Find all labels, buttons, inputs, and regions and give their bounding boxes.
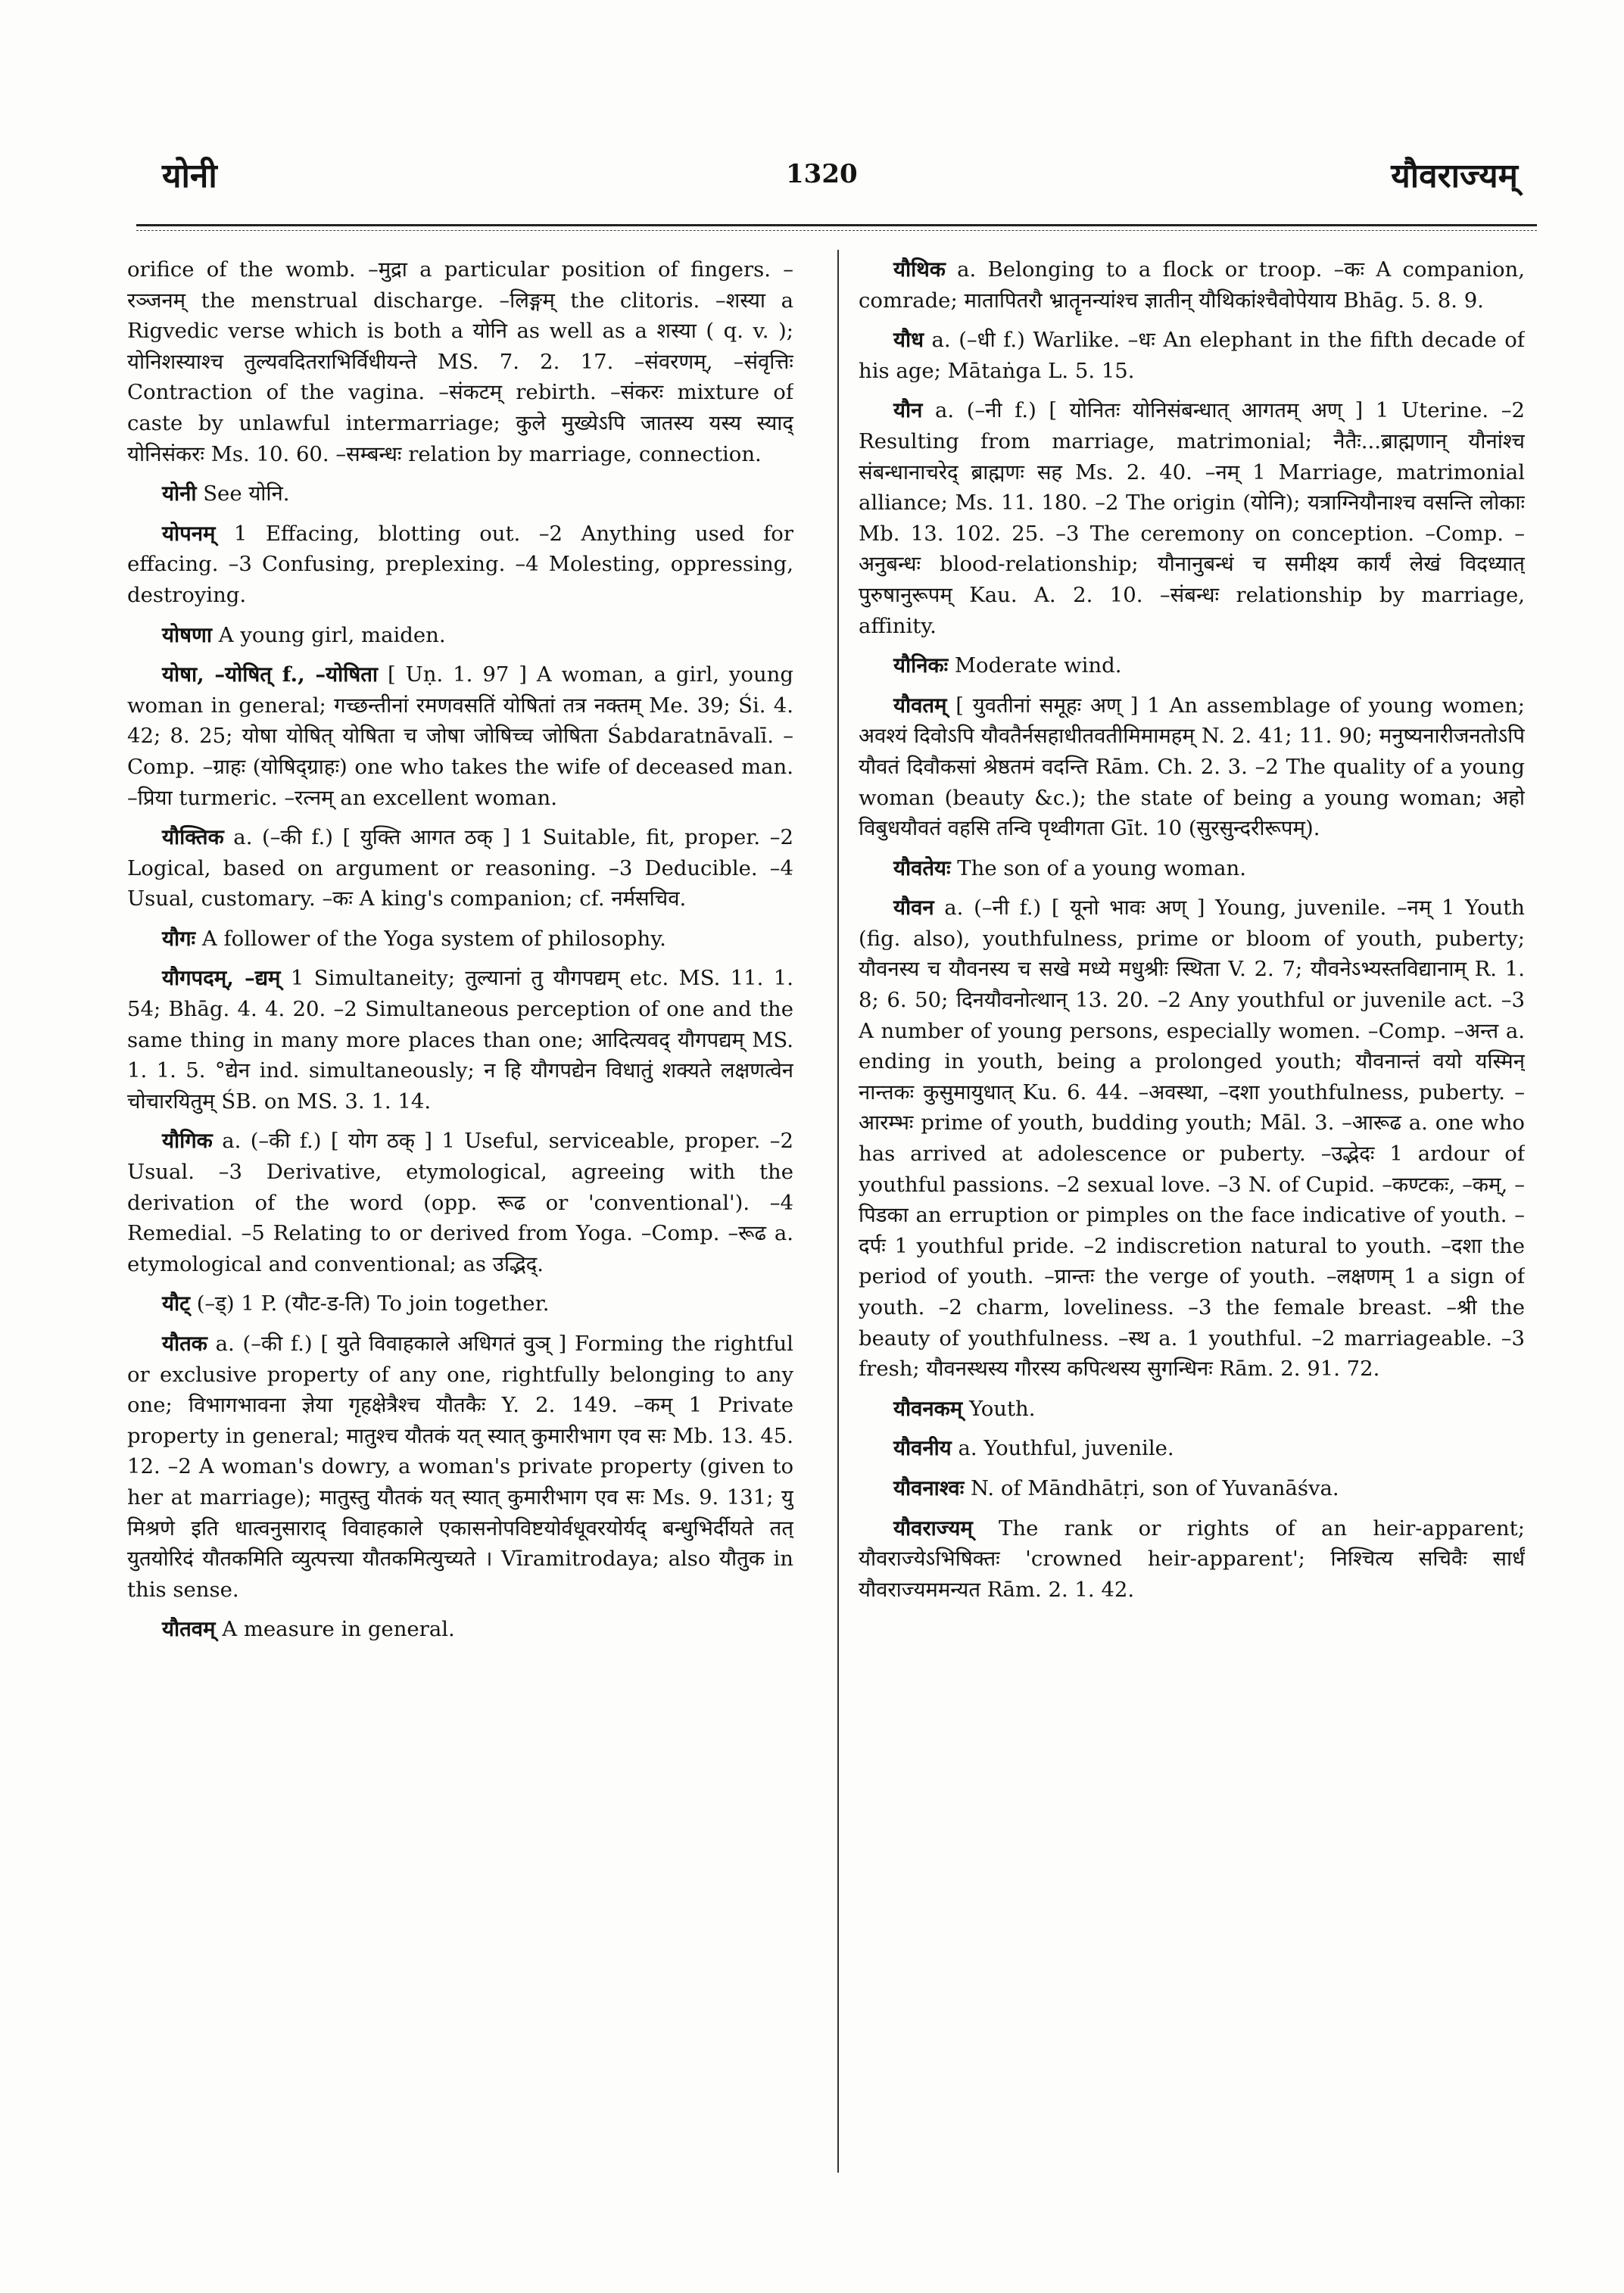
entry-headword: यौक्तिक (162, 825, 224, 850)
right-column (859, 254, 1525, 2192)
entry-definition: The son of a young woman. (957, 855, 1246, 880)
dictionary-entry (127, 963, 793, 1117)
entry-definition: Moderate wind. (954, 653, 1122, 678)
entry-definition: orifice of the womb. –मुद्रा a particular position of fingers. –रञ्जनम् the menstrual discharge. –लिङ्गम् the clitoris. –शस्या a Rigvedic verse which is both a योनि as well as a शस्या ( q. v. ); योनिशस्याश्च तुल्यवदितराभिर्विधीयन्ते MS. 7. 2. 17. –संवरणम्, –संवृत्तिः Contraction of the vagina. –संकटम् rebirth. –संकरः mixture of caste by unlawful intermarriage; कुले मुख्येऽपि जातस्य यस्य स्याद् योनिसंकरः Ms. 10. 60. –सम्बन्धः relation by marriage, connection. (127, 257, 793, 466)
header-rule (136, 224, 1537, 226)
entry-headword: यौन (893, 398, 923, 423)
entry-headword: यौवनाश्वः (893, 1475, 965, 1500)
entry-headword: यौनिकः (893, 653, 949, 678)
column-divider (837, 250, 839, 2173)
dictionary-entry (859, 1473, 1525, 1504)
entry-headword: यौवतम् (893, 693, 947, 718)
entry-headword: यौवनीय (893, 1436, 952, 1461)
entry-definition: The rank or rights of an heir-apparent; यौवराज्येऽभिषिक्तः 'crowned heir-apparent'; निश्चित्य सचिवैः सार्धं यौवराज्यममन्यत Rām. 2. 1. 42. (859, 1516, 1525, 1602)
entry-definition: a. Youthful, juvenile. (958, 1436, 1174, 1461)
dictionary-entry (859, 395, 1525, 641)
entry-headword: यौतक (162, 1332, 207, 1356)
entry-definition: N. of Māndhātṛi, son of Yuvanāśva. (971, 1475, 1339, 1500)
entry-headword: यौवन (893, 896, 934, 921)
dictionary-entry (859, 853, 1525, 884)
entry-headword: यौगिक (162, 1129, 213, 1154)
entry-definition: a. (–की f.) [ युक्ति आगत ठक् ] 1 Suitable, fit, proper. –2 Logical, based on argument or reasoning. –3 Deducible. –4 Usual, customary. –कः A king's companion; cf. नर्मसचिव. (127, 825, 793, 911)
dictionary-entry (859, 1433, 1525, 1464)
dictionary-entry (127, 822, 793, 914)
dictionary-entry (859, 254, 1525, 316)
entry-headword: यौतवम् (162, 1617, 216, 1642)
dictionary-entry (859, 650, 1525, 681)
entry-definition: a. (–की f.) [ योग ठक् ] 1 Useful, serviceable, proper. –2 Usual. –3 Derivative, etymological, agreeing with the derivation of the word (opp. रूढ or 'conventional'). –4 Remedial. –5 Relating to or derived from Yoga. –Comp. –रूढ a. etymological and conventional; as उद्भिद्. (127, 1129, 793, 1276)
entry-headword: योषणा (162, 622, 212, 647)
dictionary-entry (859, 690, 1525, 844)
entry-definition: [ युवतीनां समूहः अण् ] 1 An assemblage of young women; अवश्यं दिवोऽपि यौवतैर्नसहाधीतवतीमिमामहम् N. 2. 41; 11. 90; मनुष्यनारीजनतोऽपि यौवतं दिवौकसां श्रेष्ठतमं वदन्ति Rām. Ch. 2. 3. –2 The quality of a young woman (beauty &c.); the state of being a young woman; अहो विबुधयौवतं वहसि तन्वि पृथ्वीगता Gīt. 10 (सुरसुन्दरीरूपम्). (859, 693, 1525, 841)
entry-headword: यौट् (162, 1291, 190, 1316)
right-running-headword: यौवराज्यम् (1391, 157, 1518, 195)
dictionary-entry (859, 325, 1525, 386)
entry-definition: A young girl, maiden. (218, 622, 446, 647)
dictionary-entry (127, 519, 793, 611)
dictionary-entry (859, 1513, 1525, 1606)
dictionary-entry (127, 1614, 793, 1645)
left-column (127, 254, 793, 2192)
page-number: 1320 (786, 159, 858, 189)
entry-definition: a. Belonging to a flock or troop. –कः A companion, comrade; मातापितरौ भ्रातॄनन्यांश्च ज्ञातीन् यौथिकांश्चैवोपेयाय Bhāg. 5. 8. 9. (859, 257, 1525, 313)
entry-definition: a. (–नी f.) [ योनितः योनिसंबन्धात् आगतम् अण् ] 1 Uterine. –2 Resulting from marriage, matrimonial; नैतैः...ब्राह्मणान् यौनांश्च संबन्धानाचरेद् ब्राह्मणः सह Ms. 2. 40. –नम् 1 Marriage, matrimonial alliance; Ms. 11. 180. –2 The origin (योनि); यत्राग्नियौनाश्च वसन्ति लोकाः Mb. 13. 102. 25. –3 The ceremony on conception. –Comp. –अनुबन्धः blood-relationship; यौनानुबन्धं च समीक्ष्य कार्यं लेखं विदध्यात् पुरुषानुरूपम् Kau. A. 2. 10. –संबन्धः relationship by marriage, affinity. (859, 398, 1525, 638)
entry-headword: यौवतेयः (893, 855, 951, 880)
left-running-headword: योनी (162, 157, 217, 195)
dictionary-entry (127, 1329, 793, 1605)
dictionary-entry (127, 478, 793, 509)
entry-headword: यौगः (162, 926, 196, 951)
page-header (0, 0, 1624, 250)
entry-headword: यौवराज्यम् (893, 1516, 973, 1541)
entry-definition: Youth. (968, 1396, 1036, 1421)
entry-headword: यौध (893, 328, 924, 353)
entry-definition: 1 Effacing, blotting out. –2 Anything used for effacing. –3 Confusing, preplexing. –4 Molesting, oppressing, destroying. (127, 521, 793, 607)
entry-headword: योनी (162, 481, 197, 506)
entry-headword: यौथिक (893, 257, 946, 282)
entry-definition: [ Uṇ. 1. 97 ] A woman, a girl, young woman in general; गच्छन्तीनां रमणवसतिं योषितां तत्र नक्तम् Me. 39; Śi. 4. 42; 8. 25; योषा योषित् योषिता च जोषा जोषिच्च जोषिता Śabdaratnāvalī. –Comp. –ग्राहः (योषिद्ग्राहः) one who takes the wife of deceased man. –प्रिया turmeric. –रत्नम् an excellent woman. (127, 662, 793, 810)
entry-headword: योपनम् (162, 521, 216, 546)
header-rule-dashed (136, 230, 1537, 231)
entry-headword: यौगपदम्, –द्यम् (162, 966, 281, 991)
entry-headword: यौवनकम् (893, 1396, 963, 1421)
entry-definition: a. (–की f.) [ युते विवाहकाले अधिगतं वुञ् ] Forming the rightful or exclusive property of any one, rightfully belonging to any one; विभागभावना ज्ञेया गृहक्षेत्रैश्च यौतकैः Y. 2. 149. –कम् 1 Private property in general; मातुश्च यौतकं यत् स्यात् कुमारीभाग एव सः Mb. 13. 45. 12. –2 A woman's dowry, a woman's private property (given to her at marriage); मातुस्तु यौतकं यत् स्यात् कुमारीभाग एव सः Ms. 9. 131; यु मिश्रणे इति धात्वनुसाराद् विवाहकाले एकासनोपविष्टयोर्वधूवरयोर्यद् बन्धुभिर्दीयते तत् युतयोरिदं यौतकमिति व्युत्पत्त्या यौतकमित्युच्यते । Vīramitrodaya; also यौतुक in this sense. (127, 1332, 793, 1602)
entry-definition: a. (–धी f.) Warlike. –धः An elephant in the fifth decade of his age; Mātaṅga L. 5. 15. (859, 328, 1525, 383)
dictionary-entry (127, 659, 793, 813)
entry-definition: A follower of the Yoga system of philosophy. (201, 926, 666, 951)
entry-definition: See योनि. (203, 481, 290, 506)
dictionary-entry (127, 1288, 793, 1319)
dictionary-entry (127, 620, 793, 651)
dictionary-entry (127, 1126, 793, 1279)
entry-headword: योषा, –योषित् f., –योषिता (162, 662, 379, 687)
dictionary-entry (127, 254, 793, 469)
dictionary-entry (859, 1394, 1525, 1425)
dictionary-entry (127, 924, 793, 955)
entry-definition: 1 Simultaneity; तुल्यानां तु यौगपद्यम् etc. MS. 11. 1. 54; Bhāg. 4. 4. 20. –2 Simultaneous perception of one and the same thing in many more places than one; आदित्यवद् यौगपद्यम् MS. 1. 1. 5. °द्येन ind. simultaneously; न हि यौगपद्येन विधातुं शक्यते लक्षणत्वेन चोचारयितुम् ŚB. on MS. 3. 1. 14. (127, 966, 793, 1114)
entry-definition: a. (–नी f.) [ यूनो भावः अण् ] Young, juvenile. –नम् 1 Youth (fig. also), youthfulness, prime or bloom of youth, puberty; यौवनस्य च यौवनस्य च सखे मध्ये मधुश्रीः स्थिता V. 2. 7; यौवनेऽभ्यस्तविद्यानाम् R. 1. 8; 6. 50; दिनयौवनोत्थान् 13. 20. –2 Any youthful or juvenile act. –3 A number of young persons, especially women. –Comp. –अन्त a. ending in youth, being a prolonged youth; यौवनान्तं वयो यस्मिन् नान्तकः कुसुमायुधात् Ku. 6. 44. –अवस्था, –दशा youthfulness, puberty. –आरम्भः prime of youth, budding youth; Māl. 3. –आरूढ a. one who has arrived at adolescence or puberty. –उद्भेदः 1 ardour of youthful passions. –2 sexual love. –3 N. of Cupid. –कण्टकः, –कम्, –पिडका an erruption or pimples on the face indicative of youth. –दर्पः 1 youthful pride. –2 indiscretion natural to youth. –दशा the period of youth. –प्रान्तः the verge of youth. –लक्षणम् 1 a sign of youth. –2 charm, loveliness. –3 the female breast. –श्री the beauty of youthfulness. –स्थ a. 1 youthful. –2 marriageable. –3 fresh; यौवनस्थस्य गौरस्य कपित्थस्य सुगन्धिनः Rām. 2. 91. 72. (859, 896, 1525, 1382)
entry-definition: A measure in general. (222, 1617, 455, 1642)
entry-definition: (–ड्) 1 P. (यौट-ड-ति) To join together. (196, 1291, 550, 1316)
dictionary-entry (859, 893, 1525, 1385)
